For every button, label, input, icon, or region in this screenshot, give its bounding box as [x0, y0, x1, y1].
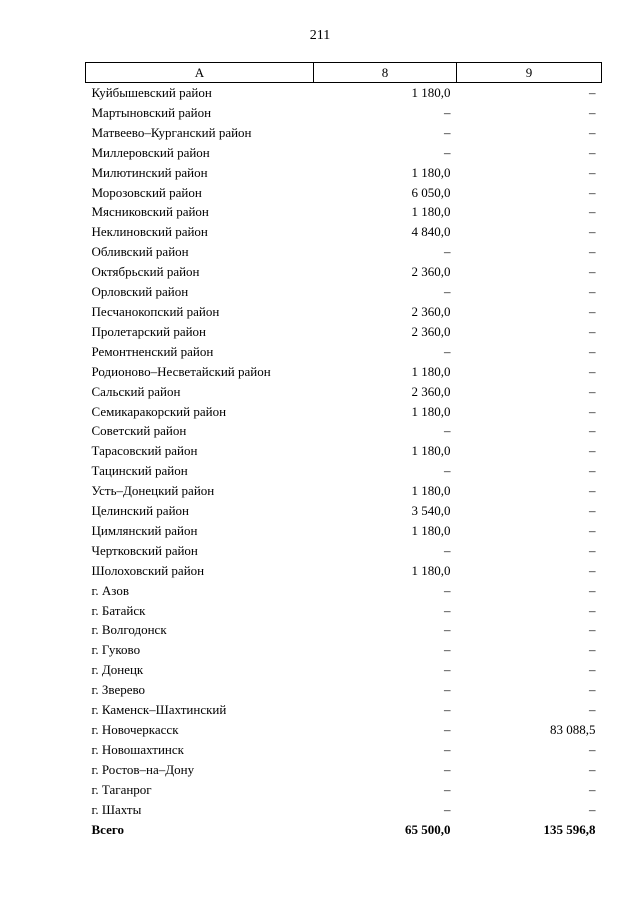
- district-name: г. Ростов–на–Дону: [91, 761, 195, 777]
- value-col-8: 2 360,0: [411, 323, 451, 339]
- value-col-8: 3 540,0: [411, 503, 451, 519]
- district-name: Октябрьский район: [91, 264, 200, 280]
- value-col-8: –: [444, 662, 451, 678]
- district-name: Милютинский район: [91, 164, 208, 180]
- district-name: Неклиновский район: [91, 224, 208, 240]
- table-row: [86, 342, 602, 362]
- table-row: [86, 222, 602, 242]
- table-row: [86, 760, 602, 780]
- value-col-8: –: [444, 124, 451, 140]
- total-row: [86, 820, 602, 840]
- value-col-9: –: [589, 363, 596, 379]
- value-col-8: 4 840,0: [411, 224, 451, 240]
- value-col-9: –: [589, 522, 596, 538]
- value-col-8: 2 360,0: [411, 383, 451, 399]
- value-col-8: 1 180,0: [411, 522, 451, 538]
- value-col-8: 1 180,0: [411, 363, 451, 379]
- value-col-8: –: [444, 602, 451, 618]
- value-col-9: –: [589, 562, 596, 578]
- value-col-8: –: [444, 284, 451, 300]
- value-col-9: –: [589, 503, 596, 519]
- value-col-9: –: [589, 403, 596, 419]
- value-col-9: –: [589, 124, 596, 140]
- district-name: г. Батайск: [91, 602, 146, 618]
- value-col-9: –: [589, 323, 596, 339]
- district-name: Миллеровский район: [91, 144, 210, 160]
- table-row: [86, 262, 602, 282]
- value-col-9: –: [589, 582, 596, 598]
- table-row: [86, 521, 602, 541]
- total-col-9: 135 596,8: [543, 821, 596, 837]
- table-row: [86, 103, 602, 123]
- table-row: [86, 83, 602, 103]
- district-name: Цимлянский район: [91, 522, 198, 538]
- value-col-8: –: [444, 423, 451, 439]
- table-row: [86, 581, 602, 601]
- district-name: г. Каменск–Шахтинский: [91, 702, 227, 718]
- value-col-8: –: [444, 642, 451, 658]
- value-col-9: –: [589, 85, 596, 100]
- table-row: [86, 561, 602, 581]
- value-col-8: –: [444, 104, 451, 120]
- value-col-9: –: [589, 801, 596, 817]
- value-col-8: –: [444, 781, 451, 797]
- table-row: [86, 441, 602, 461]
- table-row: [86, 780, 602, 800]
- table-row: [86, 322, 602, 342]
- value-col-8: 1 180,0: [411, 85, 451, 100]
- value-col-9: –: [589, 622, 596, 638]
- value-col-9: –: [589, 383, 596, 399]
- value-col-9: –: [589, 781, 596, 797]
- value-col-8: –: [444, 761, 451, 777]
- value-col-8: –: [444, 801, 451, 817]
- value-col-9: –: [589, 642, 596, 658]
- value-col-9: –: [589, 463, 596, 479]
- district-name: г. Донецк: [91, 662, 144, 678]
- district-name: г. Азов: [91, 582, 129, 598]
- district-name: г. Зверево: [91, 682, 146, 698]
- district-name: Родионово–Несветайский район: [91, 363, 271, 379]
- value-col-8: –: [444, 463, 451, 479]
- column-header-8: 8: [314, 63, 457, 83]
- table-row: [86, 183, 602, 203]
- value-col-9: –: [589, 184, 596, 200]
- district-name: Матвеево–Курганский район: [91, 124, 252, 140]
- district-name: г. Новочеркасск: [91, 722, 179, 737]
- district-name: Куйбышевский район: [91, 85, 212, 100]
- value-col-8: 2 360,0: [411, 303, 451, 319]
- table-row: [86, 720, 602, 740]
- district-name: Чертковский район: [91, 542, 198, 558]
- table-row: [86, 421, 602, 441]
- table-header-row: [86, 63, 602, 83]
- value-col-9: –: [589, 662, 596, 678]
- value-col-8: –: [444, 144, 451, 160]
- value-col-9: –: [589, 602, 596, 618]
- value-col-9: –: [589, 303, 596, 319]
- table-row: [86, 163, 602, 183]
- district-name: Обливский район: [91, 244, 189, 260]
- district-name: г. Шахты: [91, 801, 142, 817]
- table-row: [86, 541, 602, 561]
- value-col-9: –: [589, 144, 596, 160]
- district-name: Морозовский район: [91, 184, 202, 200]
- value-col-9: –: [589, 443, 596, 459]
- value-col-8: 1 180,0: [411, 204, 451, 220]
- table-row: [86, 700, 602, 720]
- value-col-9: –: [589, 682, 596, 698]
- table-row: [86, 620, 602, 640]
- table-row: [86, 242, 602, 262]
- table-row: [86, 800, 602, 820]
- table-row: [86, 461, 602, 481]
- table-row: [86, 382, 602, 402]
- table-row: [86, 601, 602, 621]
- table-row: [86, 362, 602, 382]
- table-row: [86, 302, 602, 322]
- page-number: 211: [309, 28, 331, 43]
- value-col-9: –: [589, 761, 596, 777]
- value-col-9: –: [589, 284, 596, 300]
- table-row: [86, 501, 602, 521]
- value-col-8: –: [444, 343, 451, 359]
- value-col-8: –: [444, 244, 451, 260]
- table-row: [86, 640, 602, 660]
- table-row: [86, 123, 602, 143]
- table-row: [86, 402, 602, 422]
- value-col-8: 1 180,0: [411, 164, 451, 180]
- district-name: г. Новошахтинск: [91, 741, 184, 757]
- value-col-8: 6 050,0: [411, 184, 451, 200]
- value-col-9: –: [589, 542, 596, 558]
- table-row: [86, 202, 602, 222]
- value-col-9: –: [589, 244, 596, 260]
- table-row: [86, 680, 602, 700]
- value-col-8: –: [444, 722, 451, 737]
- table-row: [86, 660, 602, 680]
- column-header-a: А: [86, 63, 314, 83]
- value-col-9: –: [589, 423, 596, 439]
- district-name: Орловский район: [91, 284, 189, 300]
- value-col-9: –: [589, 741, 596, 757]
- district-name: Шолоховский район: [91, 562, 205, 578]
- district-name: Мартыновский район: [91, 104, 212, 120]
- district-name: Усть–Донецкий район: [91, 483, 215, 499]
- value-col-8: –: [444, 622, 451, 638]
- value-col-9: –: [589, 483, 596, 499]
- value-col-8: –: [444, 702, 451, 718]
- district-name: Пролетарский район: [91, 323, 207, 339]
- value-col-9: –: [589, 164, 596, 180]
- value-col-9: –: [589, 702, 596, 718]
- district-name: Тацинский район: [91, 463, 188, 479]
- value-col-9: –: [589, 224, 596, 240]
- table-row: [86, 143, 602, 163]
- district-name: Тарасовский район: [91, 443, 198, 459]
- district-name: Мясниковский район: [91, 204, 209, 220]
- value-col-8: –: [444, 542, 451, 558]
- table-body: [86, 83, 602, 840]
- value-col-9: –: [589, 104, 596, 120]
- table-row: [86, 481, 602, 501]
- value-col-8: 1 180,0: [411, 443, 451, 459]
- total-col-8: 65 500,0: [405, 821, 451, 837]
- district-name: Целинский район: [91, 503, 189, 519]
- value-col-8: 2 360,0: [411, 264, 451, 280]
- table-row: [86, 282, 602, 302]
- value-col-8: –: [444, 741, 451, 757]
- district-name: Сальский район: [91, 383, 181, 399]
- value-col-9: –: [589, 343, 596, 359]
- value-col-8: 1 180,0: [411, 403, 451, 419]
- table-row: [86, 740, 602, 760]
- district-name: Песчанокопский район: [91, 303, 220, 319]
- district-name: Советский район: [91, 423, 187, 439]
- district-name: Семикаракорский район: [91, 403, 227, 419]
- value-col-8: 1 180,0: [411, 483, 451, 499]
- value-col-8: 1 180,0: [411, 562, 451, 578]
- column-header-9: 9: [457, 63, 602, 83]
- budget-table: [85, 62, 602, 839]
- value-col-9: 83 088,5: [550, 722, 596, 737]
- district-name: г. Волгодонск: [91, 622, 167, 638]
- district-name: г. Гуково: [91, 642, 141, 658]
- district-name: Ремонтненский район: [91, 343, 214, 359]
- district-name: г. Таганрог: [91, 781, 152, 797]
- value-col-9: –: [589, 204, 596, 220]
- value-col-8: –: [444, 582, 451, 598]
- value-col-8: –: [444, 682, 451, 698]
- value-col-9: –: [589, 264, 596, 280]
- total-label: Всего: [91, 821, 124, 837]
